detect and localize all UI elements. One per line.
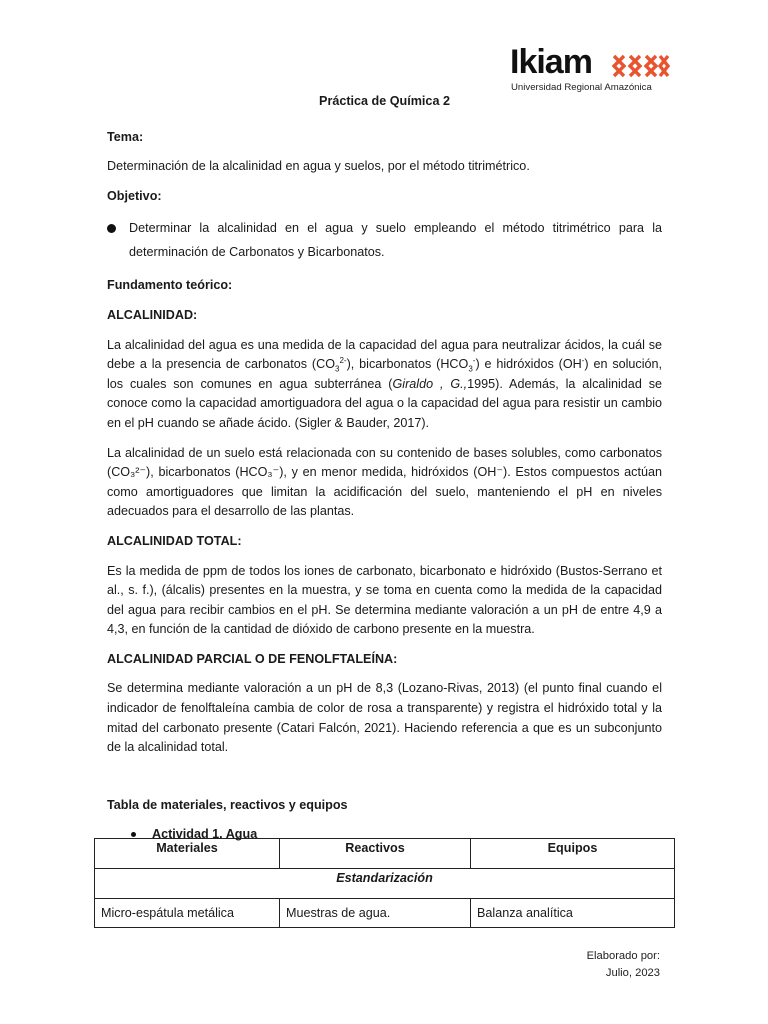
page-title: Práctica de Química 2 xyxy=(319,94,450,108)
tema-text: Determinación de la alcalinidad en agua y suelos, por el método titrimétrico. xyxy=(107,159,530,174)
total-paragraph: Es la medida de ppm de todos los iones de carbonato, bicarbonato e hidróxido (Bustos-Serrano et al., s. f.), (álcalis) presentes en la muestra, y se toma en cuenta como la medida de la capacidad del agua para recibir cambios en el pH. Se determina mediante valoración a un pH de entre 4,9 a 4,3, en función de la cantidad de dióxido de carbono presente en la muestra. xyxy=(107,563,662,637)
parcial-paragraph: Se determina mediante valoración a un pH de 8,3 (Lozano-Rivas, 2013) (el punto final cuando el indicador de fenolftaleína cambia de color de rosa a transparente) y registra el hidróxido total y la mitad del carbonato presente (Catari Falcón, 2021). Haciendo referencia a que es un subconjunto de la alcalinidad total. xyxy=(107,681,662,755)
logo-wordmark: Ikiam xyxy=(510,43,592,81)
table-cell: Micro-espátula metálica xyxy=(95,899,280,928)
section-estandarizacion: Estandarización xyxy=(95,869,675,899)
alcalinidad-paragraph-1: La alcalinidad del agua es una medida de la capacidad del agua para neutralizar ácidos, la cuál se debe a la presencia de carbonatos $(CO_3^{2-})$, bicarbonatos $(HCO_3^-)$ e hidróxidos (OH-) en solución, los cuales son comunes en agua subterránea (Giraldo , G.,1995). Además, la alcalinidad se conoce como la capacidad amortiguadora del agua o la capacidad del agua para resistir un cambio en el pH cuando se añade ácido. (Sigler & Bauder, 2017). xyxy=(107,337,663,430)
table-row xyxy=(95,899,675,928)
document-body xyxy=(107,92,662,845)
footer xyxy=(587,948,660,982)
bullet-icon xyxy=(131,832,136,837)
alcalinidad-paragraph-2: La alcalinidad de un suelo está relacionada con su contenido de bases solubles, como carbonatos (CO₃²⁻), bicarbonatos (HCO₃⁻), y en menor medida, hidróxidos (OH⁻). Estos compuestos actúan como amortiguadores que limitan la acidificación del suelo, manteniendo el pH en niveles adecuados para el desarrollo de las plantas. xyxy=(107,445,662,519)
alcalinidad-heading: ALCALINIDAD: xyxy=(107,307,198,322)
header-reactivos: Reactivos xyxy=(280,839,471,869)
parcial-heading: ALCALINIDAD PARCIAL O DE FENOLFTALEÍNA: xyxy=(107,651,398,666)
footer-author: Elaborado por: xyxy=(586,950,660,962)
table-cell: Muestras de agua. xyxy=(280,899,471,928)
objetivo-text: Determinar la alcalinidad en el agua y suelo empleando el método titrimétrico para la determinación de Carbonatos y Bicarbonatos. xyxy=(129,221,662,260)
table-header-row xyxy=(95,839,675,869)
table-cell: Balanza analítica xyxy=(471,899,675,928)
materials-table xyxy=(94,838,675,928)
citation: Giraldo , G., xyxy=(392,376,468,391)
ikiam-logo xyxy=(510,44,670,98)
header-equipos: Equipos xyxy=(471,839,675,869)
header-materiales: Materiales xyxy=(95,839,280,869)
tabla-heading: Tabla de materiales, reactivos y equipos xyxy=(107,797,348,812)
logo-subtitle: Universidad Regional Amazónica xyxy=(511,82,652,93)
total-heading: ALCALINIDAD TOTAL: xyxy=(107,533,242,548)
footer-date: Julio, 2023 xyxy=(605,967,660,979)
actividad-text: Actividad 1. Agua xyxy=(152,827,258,842)
objetivo-bullet xyxy=(107,216,662,264)
tema-heading: Tema: xyxy=(107,129,144,144)
bullet-icon xyxy=(107,224,116,233)
objetivo-heading: Objetivo: xyxy=(107,188,162,203)
logo-pattern-icon xyxy=(612,54,670,78)
fundamento-heading: Fundamento teórico: xyxy=(107,278,233,293)
table-section-row xyxy=(95,869,675,899)
